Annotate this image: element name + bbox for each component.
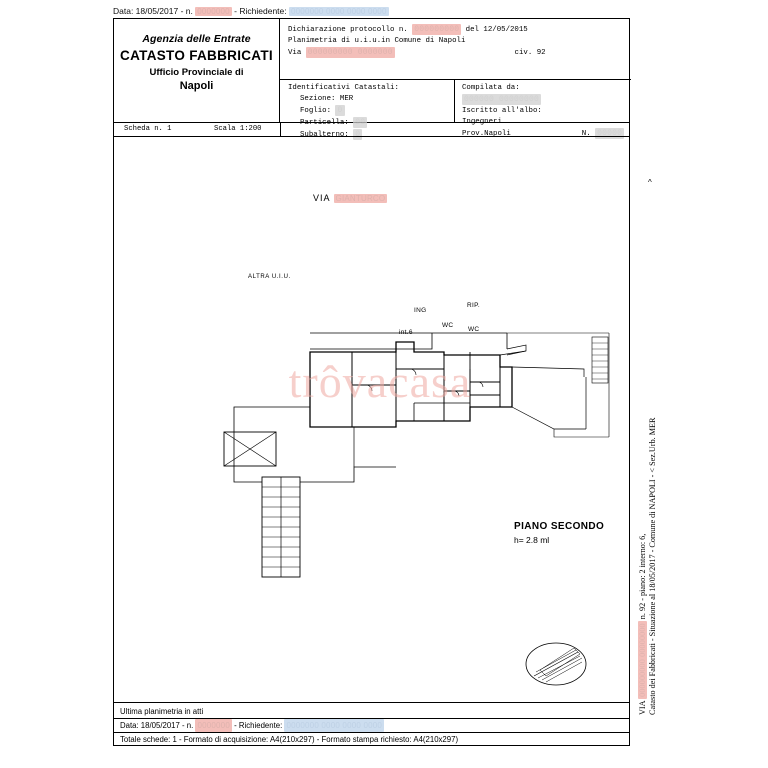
ident-title: Identificativi Catastali: <box>288 84 399 92</box>
document-frame <box>113 18 630 746</box>
civ-label: civ. <box>514 49 533 57</box>
ident-row-sezione <box>288 94 399 105</box>
side-strip <box>634 170 657 715</box>
street-label <box>313 193 387 203</box>
service-name: CATASTO FABBRICATI <box>120 48 273 63</box>
footer-line-3: Totale schede: 1 - Formato di acquisizione: A4(210x297) - Formato stampa richiesto: A4(210x297) <box>114 732 629 746</box>
enrolled-role: Ingegneri <box>462 118 502 126</box>
ident-label-subalterno: Subalterno: <box>300 131 349 139</box>
footer-date-label: Data: 18/05/2017 - n. <box>120 721 194 730</box>
footer-block <box>114 702 629 745</box>
footer-line-2 <box>114 718 629 732</box>
compiled-name-redacted: 000000 00000000 <box>464 95 540 104</box>
header-vertical-separator <box>454 79 455 123</box>
number-redacted: 00000 <box>597 129 623 138</box>
footer-requester-redacted: 0000000 0000 0000 0000 <box>286 721 383 730</box>
side-strip-line-b-redacted: 000000000 00000000 <box>638 623 647 697</box>
room-label-wc1: WC <box>442 322 454 329</box>
floor-plan-svg <box>114 137 629 706</box>
scheda-bar <box>114 123 629 137</box>
top-meta-requester-label: - Richiedente: <box>234 6 287 16</box>
room-label-interno: int.6 <box>399 329 413 336</box>
declaration-label: Dichiarazione protocollo n. <box>288 26 408 34</box>
office-city: Napoli <box>179 80 214 92</box>
street-label-text: VIA <box>313 193 331 203</box>
ident-label-particella: Particella: <box>300 119 349 127</box>
side-strip-line-b-prefix: VIA <box>638 700 647 715</box>
top-meta-number-redacted: 0000000 <box>197 7 230 16</box>
footer-line-1: Ultima planimetria in atti <box>120 707 204 716</box>
side-strip-line-a: Catasto dei Fabbricati - Situazione al 18/05/2017 - Comune di NAPOLI - < Sez.Urb. MER <box>648 417 657 715</box>
declaration-date: 12/05/2015 <box>483 26 528 34</box>
ident-value-subalterno: 0 <box>355 130 361 139</box>
number-label: N. <box>581 130 591 138</box>
footer-number-redacted: 0000000 <box>197 721 230 730</box>
floor-plan-area <box>114 137 629 702</box>
ident-value-particella: 00 <box>355 118 366 127</box>
room-label-rip: RIP. <box>467 302 481 309</box>
ident-value-sezione: MER <box>339 95 354 103</box>
enrolled-title: Iscritto all'albo: <box>462 107 542 115</box>
engineer-stamp <box>526 643 586 685</box>
declaration-number-redacted: 000000000 <box>414 25 460 34</box>
compiled-title: Compilata da: <box>462 84 520 92</box>
declaration-del: del <box>465 26 479 34</box>
civ-value: 92 <box>536 49 546 57</box>
via-line <box>288 47 629 59</box>
scheda-vertical-rule <box>280 123 281 137</box>
floor-height-label: h= 2.8 ml <box>514 535 550 545</box>
agency-name: Agenzia delle Entrate <box>142 33 251 45</box>
planimetry-line: Planimetria di u.i.u.in Comune di Napoli <box>288 37 466 45</box>
top-meta-line <box>113 6 389 16</box>
top-meta-date: Data: 18/05/2017 - n. <box>113 6 193 16</box>
floor-label: PIANO SECONDO <box>514 521 605 532</box>
province-label: Prov.Napoli <box>462 130 511 138</box>
via-redacted: 000000000 0000000 <box>307 48 393 57</box>
caret-marker: ^ <box>648 178 652 187</box>
top-meta-requester-redacted: 0000000 0000 0000 0000 <box>291 7 387 16</box>
ident-label-foglio: Foglio: <box>300 107 332 115</box>
office-name: Ufficio Provinciale di <box>149 67 244 78</box>
room-label-wc2: WC <box>468 326 480 333</box>
room-label-ing: ING <box>414 307 427 314</box>
footer-requester-label: - Richiedente: <box>234 721 283 730</box>
watermark: trôvacasa <box>288 356 472 407</box>
side-strip-line-b-suffix: n. 92 - piano: 2 interno: 6, <box>638 533 647 620</box>
via-label: Via <box>288 49 302 57</box>
street-label-redacted: GIANTURCO <box>335 194 386 203</box>
ident-row-foglio <box>288 105 399 117</box>
ident-label-sezione: Sezione: <box>300 95 336 103</box>
side-strip-line-b <box>638 534 647 715</box>
ident-value-foglio: 0 <box>337 106 343 115</box>
declaration-line <box>288 24 629 36</box>
agency-block <box>114 19 280 123</box>
other-unit-label: ALTRA U.I.U. <box>248 274 291 280</box>
scheda-number: Scheda n. 1 <box>124 125 172 133</box>
header-separator <box>280 79 631 80</box>
scheda-scale: Scala 1:200 <box>214 125 262 133</box>
